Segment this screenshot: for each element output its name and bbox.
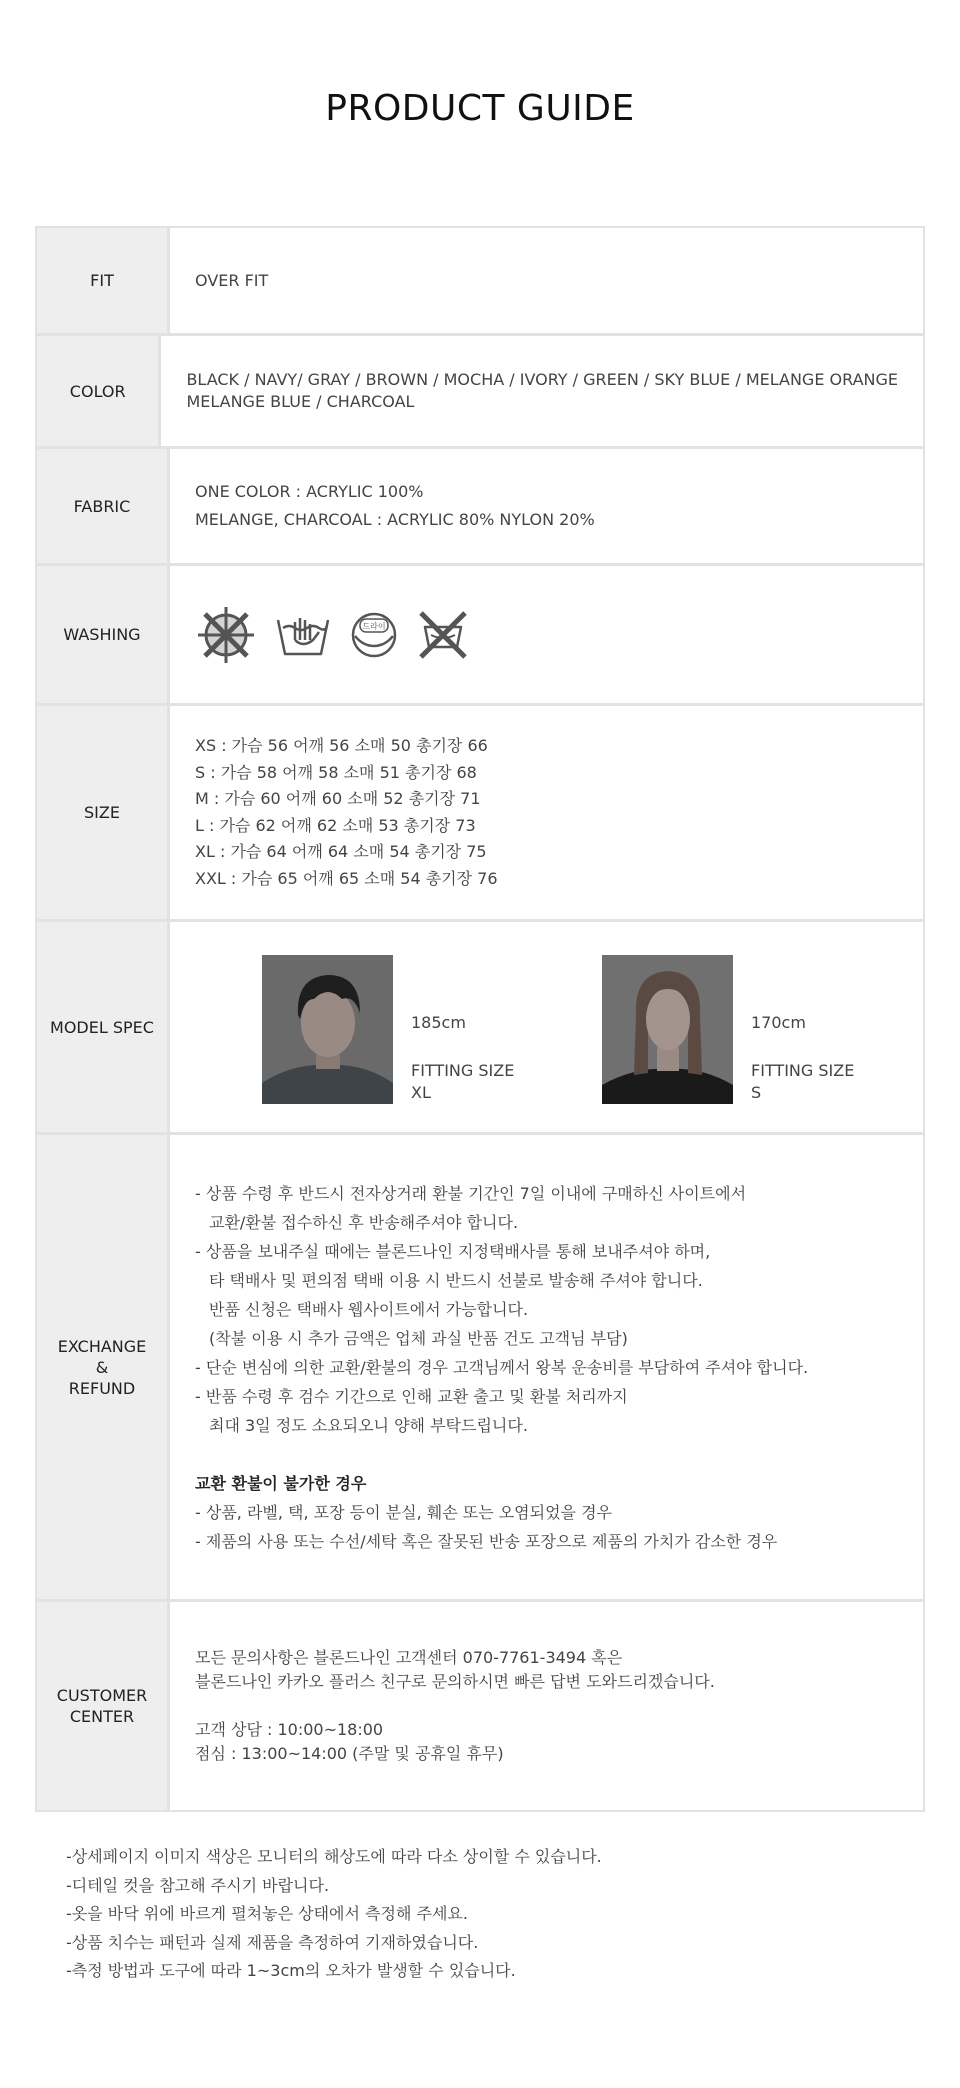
size-content — [170, 706, 923, 919]
exchange-label-line: & — [95, 1357, 109, 1377]
washing-label: WASHING — [37, 566, 167, 703]
color-line: BLACK / NAVY/ GRAY / BROWN / MOCHA / IVORY / GREEN / SKY BLUE / MELANGE ORANGE — [186, 370, 898, 389]
note-line: -디테일 컷을 참고해 주시기 바랍니다. — [66, 1875, 330, 1895]
model-male — [262, 955, 514, 1104]
customer-line: 모든 문의사항은 블론드나인 고객센터 070-7761-3494 혹은 — [195, 1648, 623, 1667]
note-line: -옷을 바닥 위에 바르게 펼쳐놓은 상태에서 측정해 주세요. — [66, 1904, 468, 1923]
size-line: XS : 가슴 56 어깨 56 소매 50 총기장 66 — [195, 736, 488, 755]
model-info — [411, 1012, 514, 1104]
color-content — [161, 336, 923, 446]
model-fitting-size: S — [751, 1083, 762, 1102]
color-label: COLOR — [37, 336, 158, 446]
model-female — [602, 955, 854, 1104]
fit-row — [37, 228, 923, 336]
no-bleach-icon — [417, 609, 469, 661]
model-info — [751, 1012, 854, 1104]
exchange-line: - 반품 수령 후 검수 기간으로 인해 교환 출고 및 환불 처리까지 — [195, 1386, 628, 1406]
exchange-label-line: REFUND — [68, 1378, 136, 1398]
customer-label — [37, 1602, 167, 1810]
size-row — [37, 706, 923, 922]
exchange-label — [37, 1135, 167, 1599]
no-refund-line: - 상품, 라벨, 택, 포장 등이 분실, 훼손 또는 오염되었을 경우 — [195, 1502, 613, 1522]
note-line: -측정 방법과 도구에 따라 1~3cm의 오차가 발생할 수 있습니다. — [66, 1961, 516, 1980]
model-fitting-size: XL — [411, 1083, 431, 1102]
color-line: MELANGE BLUE / CHARCOAL — [186, 392, 415, 411]
washing-row — [37, 566, 923, 706]
exchange-line: - 상품 수령 후 반드시 전자상거래 환불 기간인 7일 이내에 구매하신 사이트에서 — [195, 1183, 747, 1203]
fabric-line: MELANGE, CHARCOAL : ACRYLIC 80% NYLON 20% — [195, 510, 595, 529]
page-title: PRODUCT GUIDE — [325, 88, 635, 129]
customer-content — [170, 1602, 923, 1810]
exchange-content — [170, 1135, 923, 1599]
model-height: 170cm — [751, 1013, 806, 1032]
dry-clean-icon — [349, 610, 399, 660]
size-label: SIZE — [37, 706, 167, 919]
exchange-line: - 단순 변심에 의한 교환/환불의 경우 고객님께서 왕복 운송비를 부담하여 주셔야 합니다. — [195, 1357, 809, 1377]
customer-hours: 점심 : 13:00~14:00 (주말 및 공휴일 휴무) — [195, 1744, 504, 1763]
exchange-line: - 상품을 보내주실 때에는 블론드나인 지정택배사를 통해 보내주셔야 하며, — [195, 1241, 711, 1261]
exchange-label-line: EXCHANGE — [57, 1336, 147, 1356]
exchange-line: 교환/환불 접수하신 후 반송해주셔야 합니다. — [209, 1212, 519, 1232]
exchange-line: 최대 3일 정도 소요되오니 양해 부탁드립니다. — [209, 1415, 528, 1435]
model-height: 185cm — [411, 1013, 466, 1032]
model-spec-row — [37, 922, 923, 1135]
fit-content — [170, 228, 923, 333]
exchange-line: 타 택배사 및 편의점 택배 이용 시 반드시 선불로 발송해 주셔야 합니다. — [209, 1270, 703, 1290]
customer-label-line: CUSTOMER — [56, 1686, 148, 1705]
product-guide-table — [35, 226, 925, 1812]
size-line: M : 가슴 60 어깨 60 소매 52 총기장 71 — [195, 789, 481, 808]
dry-clean-text: 드라이 — [362, 621, 386, 631]
notes — [66, 1843, 602, 1986]
model-photo — [602, 955, 733, 1104]
model-fitting-label: FITTING SIZE — [411, 1061, 515, 1080]
note-line: -상품 치수는 패턴과 실제 제품을 측정하여 기재하였습니다. — [66, 1932, 479, 1952]
model-spec-content — [170, 922, 923, 1132]
customer-row — [37, 1602, 923, 1810]
no-refund-title: 교환 환불이 불가한 경우 — [195, 1473, 367, 1493]
model-spec-label: MODEL SPEC — [37, 922, 167, 1132]
note-line: -상세페이지 이미지 색상은 모니터의 해상도에 따라 다소 상이할 수 있습니다. — [66, 1847, 602, 1866]
washing-content — [170, 566, 923, 703]
size-line: S : 가슴 58 어깨 58 소매 51 총기장 68 — [195, 762, 477, 782]
size-line: XL : 가슴 64 어깨 64 소매 54 총기장 75 — [195, 842, 487, 861]
size-line: L : 가슴 62 어깨 62 소매 53 총기장 73 — [195, 815, 476, 835]
model-fitting-label: FITTING SIZE — [751, 1061, 855, 1080]
hand-wash-icon — [275, 610, 331, 660]
fabric-label: FABRIC — [37, 449, 167, 563]
exchange-line: 반품 신청은 택배사 웹사이트에서 가능합니다. — [209, 1299, 529, 1319]
fabric-row — [37, 449, 923, 566]
color-row — [37, 336, 923, 449]
fit-label: FIT — [37, 228, 167, 333]
fit-value: OVER FIT — [195, 270, 269, 290]
size-line: XXL : 가슴 65 어깨 65 소매 54 총기장 76 — [195, 868, 498, 888]
customer-line: 블론드나인 카카오 플러스 친구로 문의하시면 빠른 답변 도와드리겠습니다. — [195, 1672, 715, 1691]
fabric-content — [170, 449, 923, 563]
exchange-row — [37, 1135, 923, 1602]
no-refund-line: - 제품의 사용 또는 수선/세탁 혹은 잘못된 반송 포장으로 제품의 가치가 감소한 경우 — [195, 1531, 778, 1551]
no-tumble-dry-icon — [195, 604, 257, 666]
customer-hours: 고객 상담 : 10:00~18:00 — [195, 1720, 384, 1739]
washing-icons — [195, 604, 898, 666]
fabric-line: ONE COLOR : ACRYLIC 100% — [195, 482, 424, 501]
customer-label-line: CENTER — [69, 1707, 135, 1726]
exchange-line: (착불 이용 시 추가 금액은 업체 과실 반품 건도 고객님 부담) — [209, 1328, 628, 1348]
model-photo — [262, 955, 393, 1104]
